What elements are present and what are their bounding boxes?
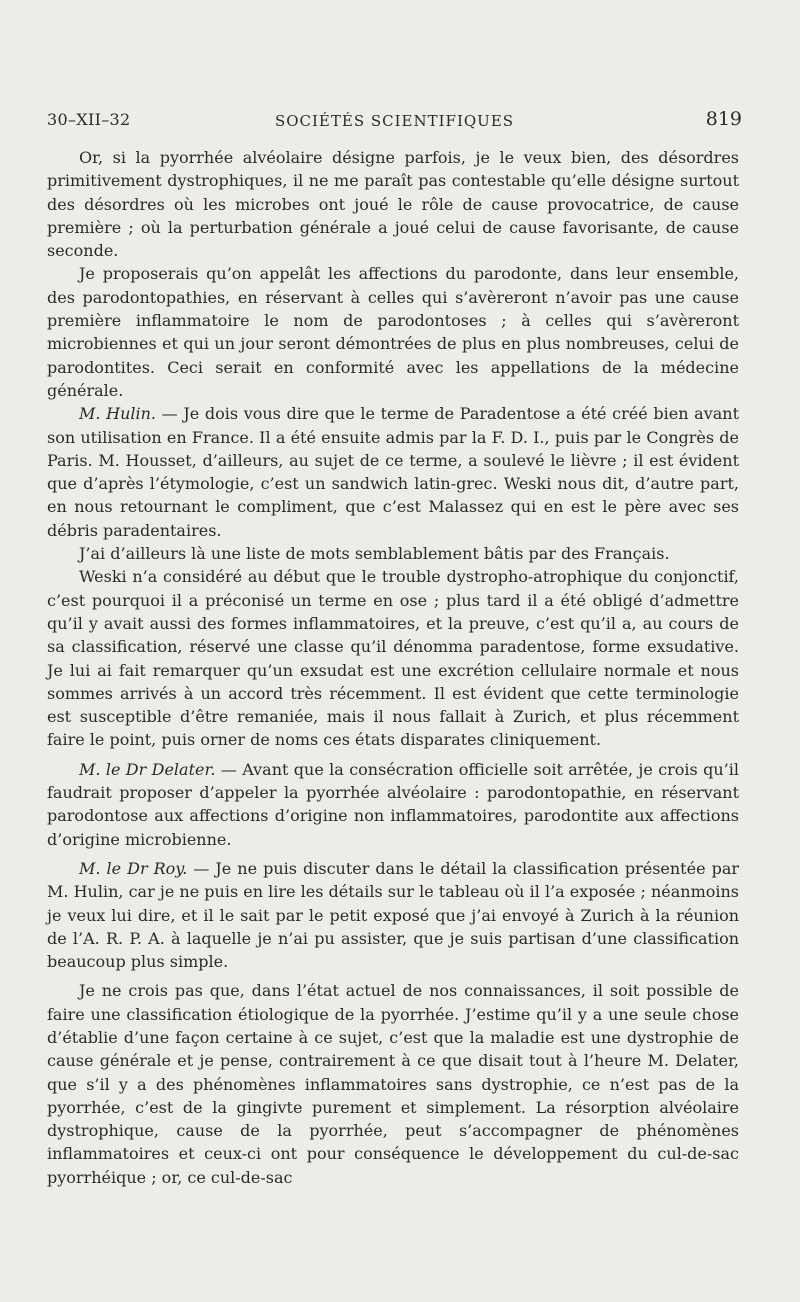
paragraph-text: — Je dois vous dire que le terme de Paradentose a été créé bien avant son utilisation en France. Il a été ensuite admis par la F. D. I., puis par le Congrès de Paris. M. Housset, d’ailleurs, au sujet de ce terme, a soulevé le lièvre ; il est évident que d’après l’étymologie, c’est un sandwich latin-grec. Weski nous dit, d’autre part, en nous retournant le compliment, que c’est Malassez qui en est le père avec ses débris paradentaires.: [47, 404, 740, 540]
speaker-name: M. le Dr Delater.: [79, 759, 216, 779]
paragraph: [47, 565, 739, 751]
speaker-name: M. Hulin.: [79, 404, 157, 424]
paragraph: [47, 262, 739, 402]
paragraph-text: J’ai d’ailleurs là une liste de mots semblablement bâtis par des Français.: [79, 544, 670, 564]
paragraph-text: Weski n’a considéré au début que le trouble dystropho-atrophique du conjonctif, c’est pourquoi il a préconisé un terme en ose ; plus tard il a été obligé d’admettre qu’il y avait aussi des formes inflammatoires, et la preuve, c’est qu’il a, au cours de sa classification, réservé une classe qu’il dénomma paradentose, forme exsudative. Je lui ai fait remarquer qu’un exsudat est une excrétion cellulaire normale et nous sommes arrivés à un accord très récemment. Il est évident que cette terminologie est susceptible d’être remaniée, mais il nous fallait à Zurich, et plus récemment faire le point, puis orner de noms ces états disparates cliniquement.: [47, 567, 739, 750]
paragraph: [47, 857, 739, 973]
paragraph-text: Je ne crois pas que, dans l’état actuel de nos connaissances, il soit possible de faire une classification étiologique de la pyorrhée. J’estime qu’il y a une seule chose d’établie d’une façon certaine à ce sujet, c’est que la maladie est une dystrophie de cause générale et je pense, contrairement à ce que disait tout à l’heure M. Delater, que s’il y a des phénomènes inflammatoires sans dystrophie, ce n’est pas de la pyorrhée, c’est de la gingivte purement et simplement. La résorption alvéolaire dystrophique, cause de la pyorrhée, peut s’accompagner de phénomènes inflammatoires et ceux-ci ont pour conséquence le développement du cul-de-sac pyorrhéique ; or, ce cul-de-sac: [47, 981, 739, 1187]
paragraph-text: — Je ne puis discuter dans le détail la classification présentée par M. Hulin, car je ne puis en lire les détails sur le tableau où il l’a exposée ; néanmoins je veux lui dire, et il le sait par le petit exposé que j’ai envoyé à Zurich à la réunion de l’A. R. P. A. à laquelle je n’ai pu assister, que je suis partisan d’une classification beaucoup plus simple.: [47, 858, 740, 972]
paragraph: [47, 542, 739, 565]
paragraph-text: Je proposerais qu’on appelât les affections du parodonte, dans leur ensemble, des parodontopathies, en réservant à celles qui s’avèreront n’avoir pas une cause première inflammatoire le nom de parodontoses ; à celles qui s’avèreront microbiennes et qui un jour seront démontrées de plus en plus nombreuses, celui de parodontites. Ceci serait en conformité avec les appellations de la médecine générale.: [47, 264, 739, 400]
header-date: 30–XII–32: [47, 110, 131, 129]
paragraph: [47, 758, 739, 851]
paragraph: [47, 979, 739, 1189]
speaker-name: M. le Dr Roy.: [79, 858, 188, 878]
paragraph: [47, 402, 739, 542]
running-head: [47, 108, 742, 138]
paragraph-text: — Avant que la consécration officielle soit arrêtée, je crois qu’il faudrait proposer d’appeler la pyorrhée alvéolaire : parodontopathie, en réservant parodontose aux affections d’origine non inflammatoires, parodontite aux affections d’origine microbienne.: [47, 759, 739, 849]
paragraph: [47, 146, 739, 262]
body-text: [47, 146, 739, 1189]
header-title: SOCIÉTÉS SCIENTIFIQUES: [274, 112, 515, 130]
page-number: 819: [705, 108, 742, 130]
paragraph-text: Or, si la pyorrhée alvéolaire désigne parfois, je le veux bien, des désordres primitivement dystrophiques, il ne me paraît pas contestable qu’elle désigne surtout des désordres où les microbes ont joué le rôle de cause provocatrice, de cause première ; où la perturbation générale a joué celui de cause favorisante, de cause seconde.: [47, 148, 739, 261]
